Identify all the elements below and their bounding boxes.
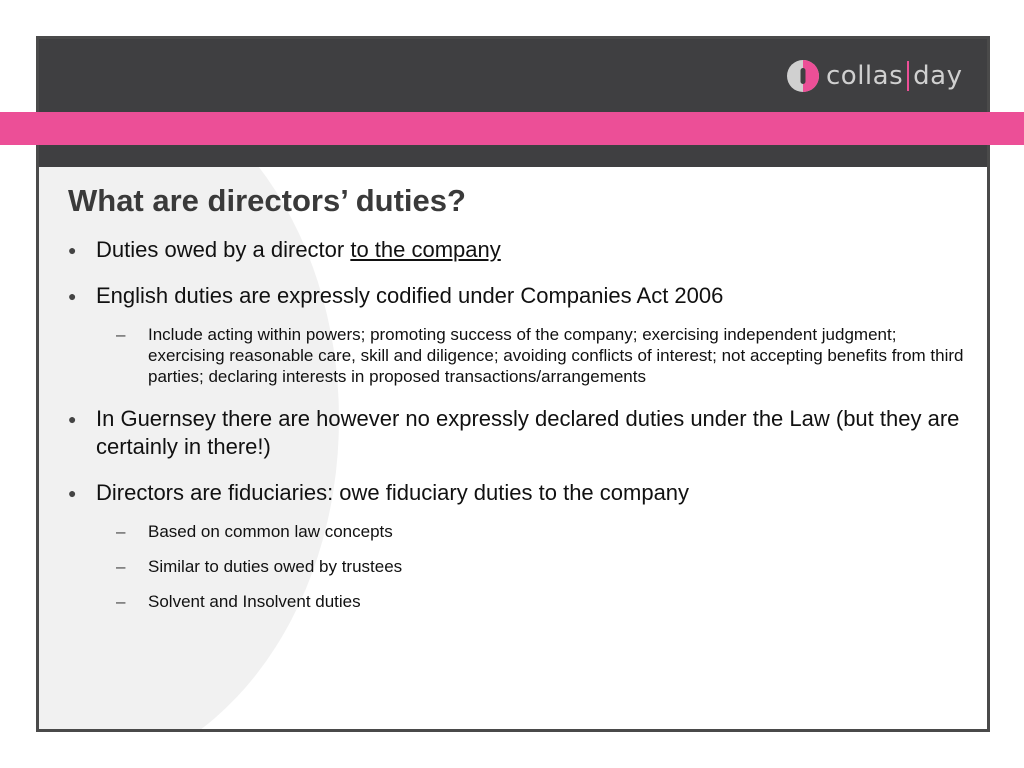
bullet-icon: ● <box>68 411 77 427</box>
bullet-item <box>68 282 968 310</box>
dash-icon: – <box>116 325 126 344</box>
collas-day-logo-mark-icon <box>786 59 820 93</box>
bullet-item <box>68 479 968 507</box>
dash-icon: – <box>116 592 126 611</box>
bullet-icon: ● <box>68 485 77 501</box>
bullet-icon: ● <box>68 288 77 304</box>
slide-content <box>68 180 968 630</box>
bullet-item <box>68 236 968 264</box>
sub-bullet-item <box>68 591 968 612</box>
bullet-icon: ● <box>68 242 77 258</box>
bullet-text: Duties owed by a director <box>96 237 351 262</box>
slide-title: What are directors’ duties? <box>68 183 466 218</box>
sub-bullet-item <box>68 556 968 577</box>
dash-icon: – <box>116 557 126 576</box>
bullet-text: English duties are expressly codified under Companies Act 2006 <box>96 283 724 308</box>
logo-brand-left: collas <box>826 61 904 91</box>
accent-stripe <box>0 112 1024 145</box>
logo-wordmark <box>826 61 962 91</box>
sub-bullet-text: Solvent and Insolvent duties <box>148 592 361 611</box>
bullet-underlined-text: to the company <box>350 237 501 262</box>
logo-separator <box>907 61 909 91</box>
logo-brand-right: day <box>913 61 963 91</box>
bullet-text: Directors are fiduciaries: owe fiduciary duties to the company <box>96 480 690 505</box>
bullet-item <box>68 405 968 461</box>
bullet-text: In Guernsey there are however no expressly declared duties under the Law (but they are certainly in there!) <box>96 406 960 459</box>
sub-bullet-text: Include acting within powers; promoting success of the company; exercising independent judgment; exercising reasonable care, skill and diligence; avoiding conflicts of interest; not accepting benefits from third parties; declaring interests in proposed transactions/arrangements <box>148 325 964 386</box>
sub-bullet-text: Based on common law concepts <box>148 522 393 541</box>
collas-day-logo <box>786 58 962 94</box>
dash-icon: – <box>116 522 126 541</box>
sub-bullet-item <box>68 521 968 542</box>
sub-bullet-text: Similar to duties owed by trustees <box>148 557 403 576</box>
sub-bullet-item <box>68 324 968 387</box>
